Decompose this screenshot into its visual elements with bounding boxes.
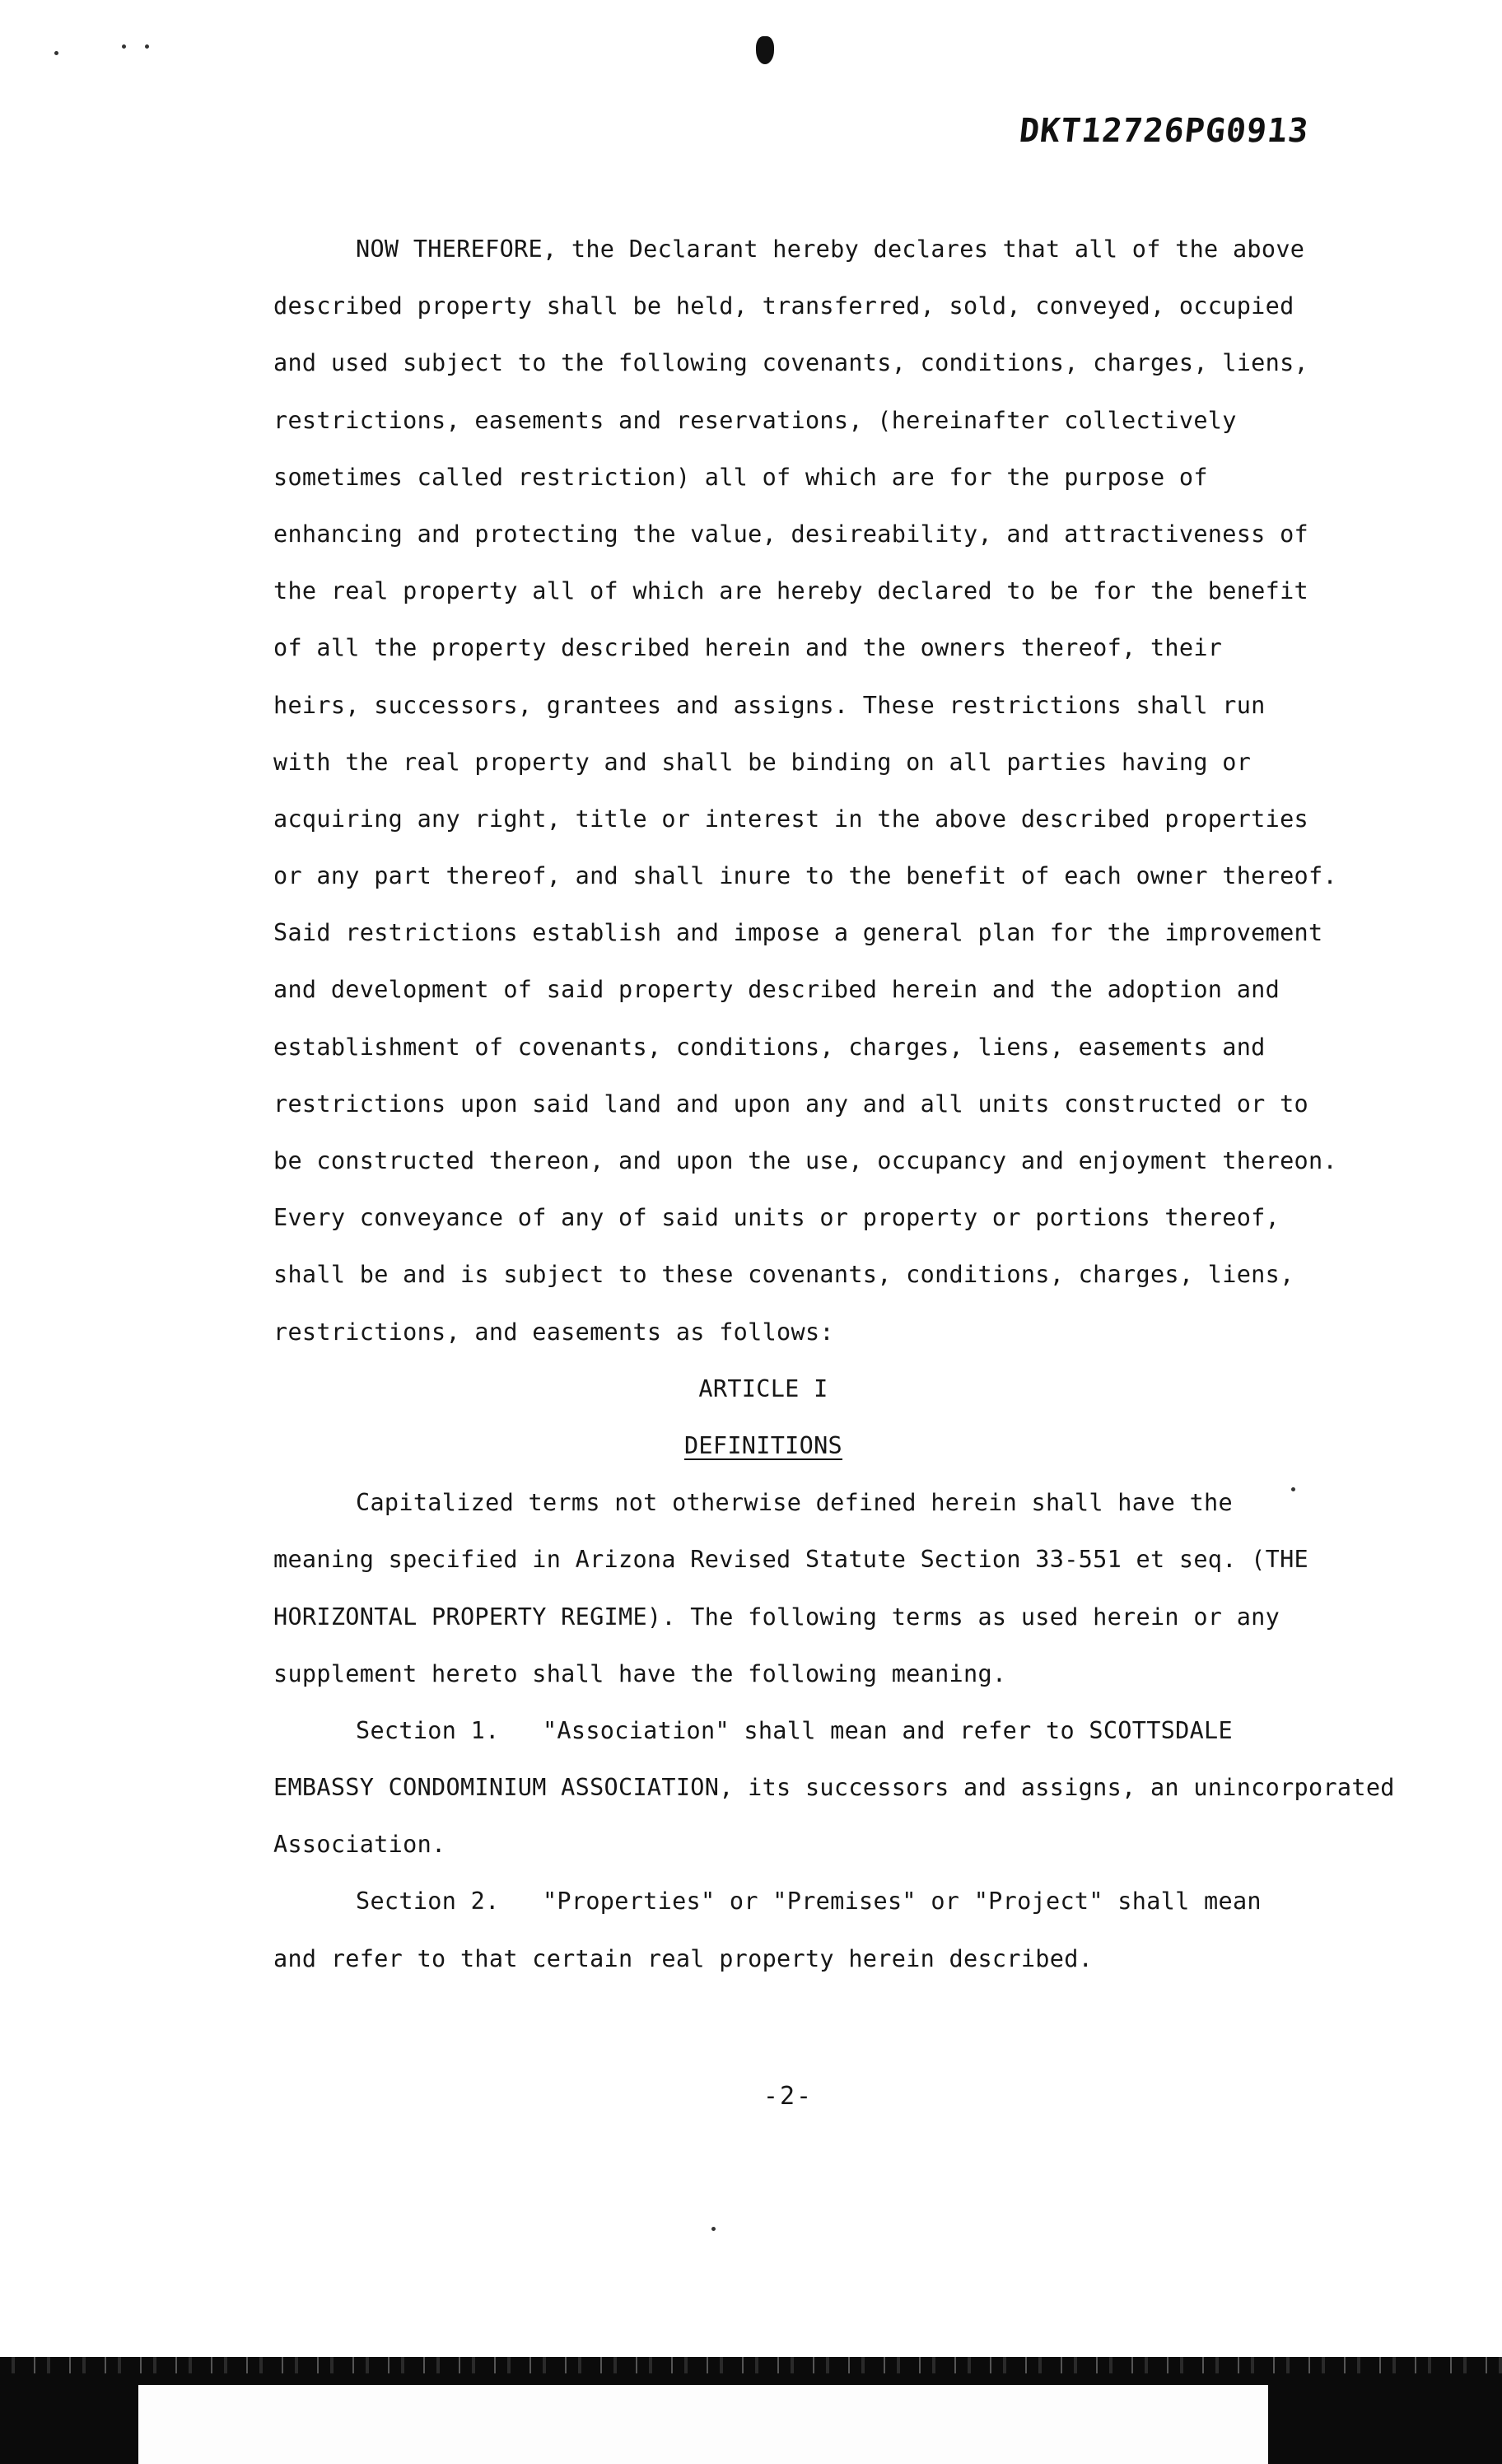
article-heading	[273, 1417, 1418, 1474]
paragraph-line: or any part thereof, and shall inure to the benefit of each owner thereof.	[273, 862, 1337, 890]
paragraph-line: of all the property described herein and the owners thereof, their	[273, 634, 1223, 662]
scan-speck	[122, 44, 126, 49]
definitions-line: supplement hereto shall have the following meaning.	[273, 1659, 1007, 1687]
section1-line: EMBASSY CONDOMINIUM ASSOCIATION, its successors and assigns, an unincorporated	[273, 1774, 1395, 1802]
scan-speck	[145, 44, 149, 49]
scan-noise	[0, 2357, 1502, 2373]
definitions-line: Capitalized terms not otherwise defined herein shall have the	[356, 1489, 1233, 1517]
paragraph-line: the real property all of which are hereby declared to be for the benefit	[273, 577, 1309, 605]
document-body	[273, 221, 1418, 1987]
section1-line: Section 1. "Association" shall mean and refer to SCOTTSDALE	[356, 1716, 1233, 1744]
paragraph-line: enhancing and protecting the value, desireability, and attractiveness of	[273, 520, 1309, 548]
paragraph-line: establishment of covenants, conditions, charges, liens, easements and	[273, 1033, 1266, 1061]
paragraph-line: heirs, successors, grantees and assigns. These restrictions shall run	[273, 691, 1266, 719]
scan-speck	[711, 2227, 716, 2231]
page-number: -2-	[763, 2082, 814, 2111]
paragraph-line: with the real property and shall be binding on all parties having or	[273, 748, 1252, 776]
definitions-line: meaning specified in Arizona Revised Statute Section 33-551 et seq. (THE	[273, 1546, 1309, 1574]
paragraph-line: Said restrictions establish and impose a general plan for the improvement	[273, 919, 1323, 947]
paragraph-line: acquiring any right, title or interest in the above described properties	[273, 805, 1309, 833]
paragraph-line: and used subject to the following covenants, conditions, charges, liens,	[273, 349, 1309, 377]
paragraph-line: sometimes called restriction) all of which are for the purpose of	[273, 463, 1208, 491]
paragraph-line: be constructed thereon, and upon the use, occupancy and enjoyment thereon.	[273, 1147, 1337, 1174]
paragraph-line: restrictions, easements and reservations, (hereinafter collectively	[273, 406, 1237, 434]
section2-line: Section 2. "Properties" or "Premises" or "Project" shall mean	[356, 1888, 1262, 1916]
paragraph-line: restrictions upon said land and upon any and all units constructed or to	[273, 1090, 1309, 1118]
scan-edge-gap	[138, 2385, 1268, 2464]
article-heading-text: DEFINITIONS	[683, 1431, 843, 1459]
scan-artifact-mark	[756, 36, 774, 64]
paragraph-line: and development of said property described herein and the adoption and	[273, 976, 1280, 1004]
recorder-stamp: DKT12726PG0913	[1017, 112, 1311, 150]
scan-speck	[54, 51, 58, 55]
paragraph-line: shall be and is subject to these covenants, conditions, charges, liens,	[273, 1261, 1294, 1289]
article-title: ARTICLE I	[698, 1374, 828, 1402]
definitions-line: HORIZONTAL PROPERTY REGIME). The following terms as used herein or any	[273, 1603, 1280, 1631]
section2-line: and refer to that certain real property herein described.	[273, 1944, 1094, 1972]
paragraph-line: described property shall be held, transferred, sold, conveyed, occupied	[273, 292, 1294, 320]
section1-line: Association.	[273, 1831, 446, 1859]
paragraph-line: Every conveyance of any of said units or property or portions thereof,	[273, 1204, 1280, 1232]
scan-bottom-edge	[0, 2357, 1502, 2464]
paragraph-line: NOW THEREFORE, the Declarant hereby declares that all of the above	[356, 236, 1305, 263]
paragraph-line: restrictions, and easements as follows:	[273, 1318, 834, 1346]
